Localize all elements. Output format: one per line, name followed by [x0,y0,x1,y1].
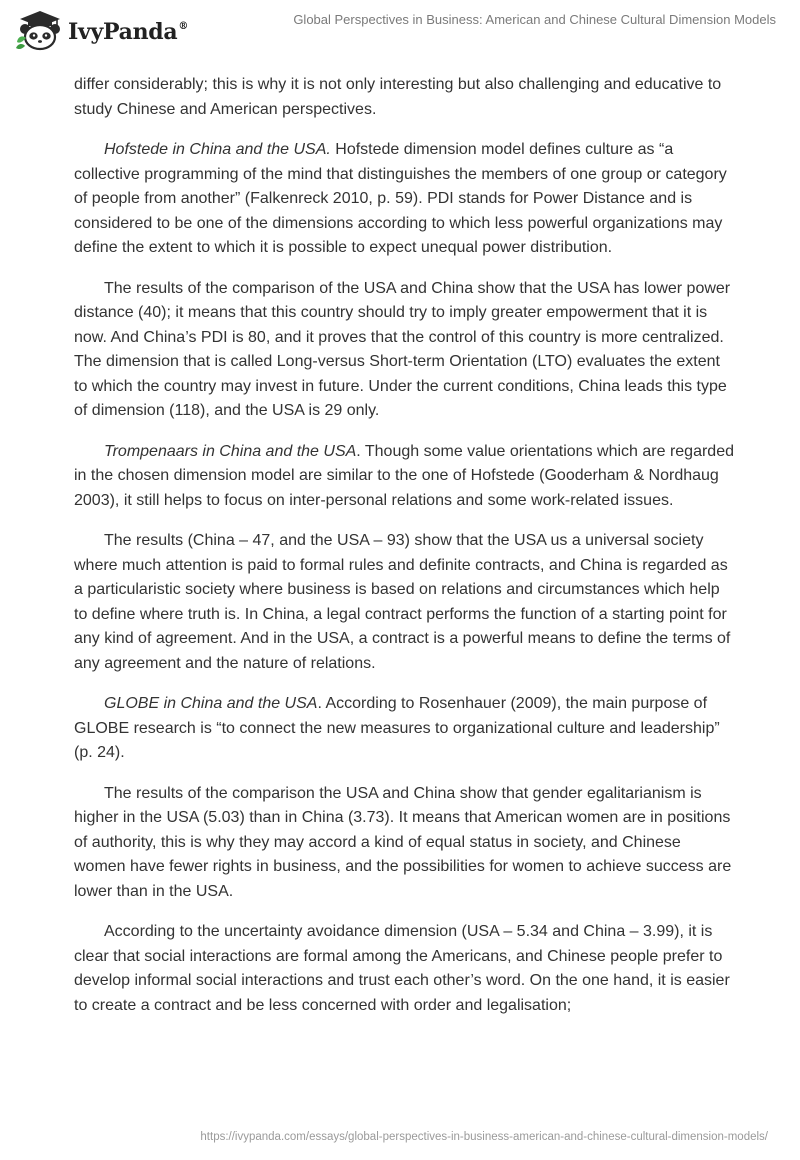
paragraph-trompenaars-intro [74,440,734,514]
registered-mark: ® [178,21,189,32]
panda-graduate-icon [14,8,64,52]
paragraph-globe-gender [74,782,734,905]
paragraph-trompenaars-results [74,529,734,676]
paragraph-text: The results of the comparison of the USA and China show that the USA has lower power distance (40); it means that this country should try to imply greater empowerment that it is now. And China’s PDI is 80, and it proves that the control of this country is more centralized. The dimension that is called Long-versus Short-term Orientation (LTO) evaluates the extent to which the country may invest in future. Under the current conditions, China leads this type of dimension (118), and the USA is 29 only. [74,279,731,419]
paragraph-text: The results of the comparison the USA and China show that gender egalitarianism is higher in the USA (5.03) than in China (3.73). It means that American women are in positions of authority, this is why they may accord a kind of equal status in society, and Chinese women have fewer rights in business, and the possibilities for women to achieve success are lower than in the USA. [74,784,732,900]
document-title: Global Perspectives in Business: American and Chinese Cultural Dimension Models [293,12,776,27]
source-url[interactable]: https://ivypanda.com/essays/global-perspectives-in-business-american-and-chinese-cultural-dimension-models/ [200,1131,768,1143]
paragraph-hofstede-results [74,277,734,424]
paragraph-globe-uncertainty [74,920,734,1018]
brand-name: IvyPanda® [68,19,189,45]
paragraph-text: differ considerably; this is why it is not only interesting but also challenging and educative to study Chinese and American perspectives. [74,76,722,118]
paragraph-globe-intro [74,692,734,766]
paragraph-hofstede-intro [74,138,734,261]
paragraph-text: The results (China – 47, and the USA – 93) show that the USA us a universal society where much attention is paid to formal rules and definite contracts, and China is regarded as a particularistic society where business is based on relations and circumstances which help to define where truth is. In China, a legal contract performs the function of a starting point for any kind of agreement. And in the USA, a contract is a powerful means to define the terms of any agreement and the nature of relations. [74,532,731,672]
paragraph-text: According to the uncertainty avoidance dimension (USA – 5.34 and China – 3.99), it is clear that social interactions are formal among the Americans, and Chinese people prefer to develop informal social interactions and trust each other’s word. On the one hand, it is easier to create a contract and be less concerned with order and legalisation; [74,923,730,1014]
paragraph-text: Hofstede dimension model defines culture as “a collective programming of the mind that distinguishes the members of one group or category of people from another” (Falkenreck 2010, p. 59). PDI stands for Power Distance and is considered to be one of the dimensions according to which less powerful organizations may define the extent to which it is possible to expect unequal power distribution. [74,141,727,256]
paragraph-continuation [74,73,734,122]
paragraph-text: . According to Rosenhauer (2009), the main purpose of GLOBE research is “to connect the new measures to organizational culture and leadership” (p. 24). [74,695,720,761]
section-lead-trompenaars: Trompenaars in China and the USA [104,442,357,460]
brand-logo[interactable] [14,8,188,52]
page-header [0,0,800,60]
section-lead-globe: GLOBE in China and the USA [104,695,318,712]
paragraph-text: . Though some value orientations which are regarded in the chosen dimension model are similar to the one of Hofstede (Gooderham & Nordhaug 2003), it still helps to focus on inter-personal relations and some work-related issues. [74,442,734,509]
essay-body [74,73,734,1034]
section-lead-hofstede: Hofstede in China and the USA. [104,141,331,158]
